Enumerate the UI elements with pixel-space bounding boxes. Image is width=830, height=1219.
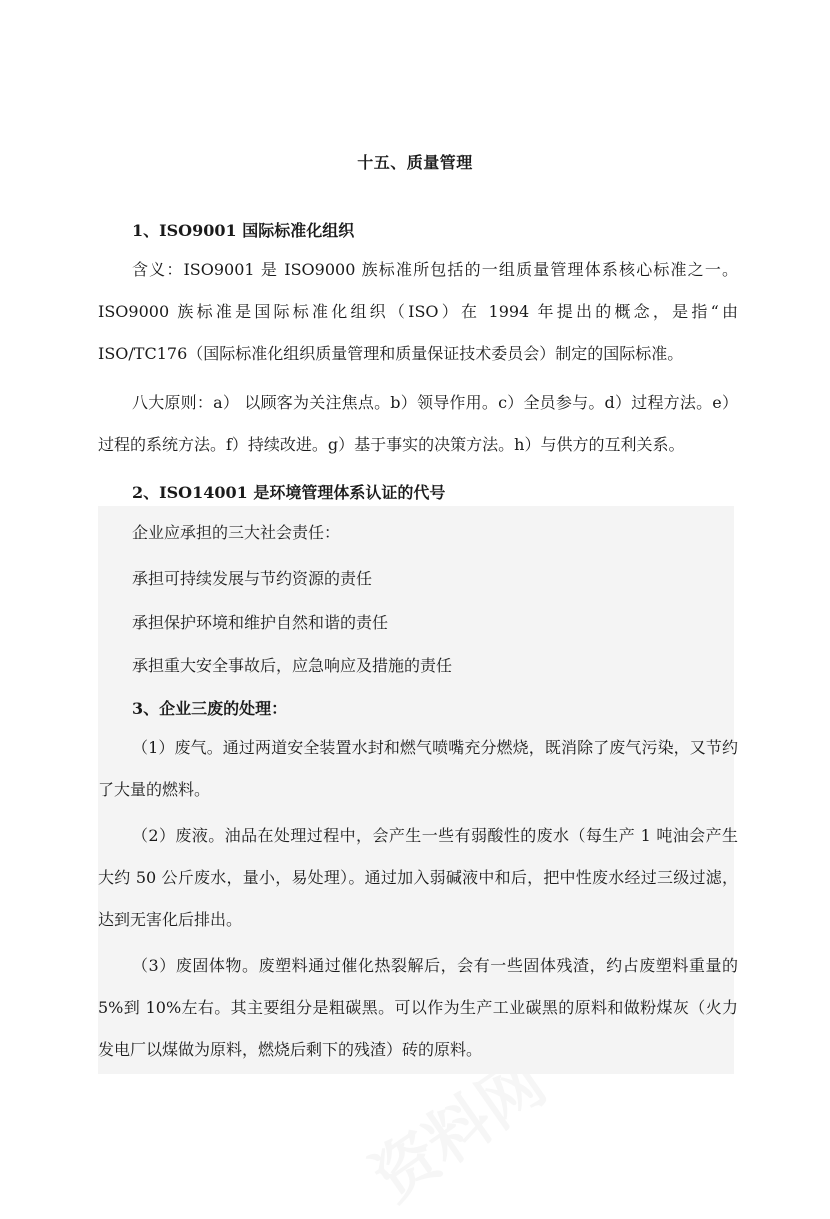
section-1-heading: 1、ISO9001 国际标准化组织 [132,221,355,240]
responsibility-item-3: 承担重大安全事故后，应急响应及措施的责任 [132,656,453,675]
responsibility-item-1: 承担可持续发展与节约资源的责任 [132,569,373,588]
page-title: 十五、质量管理 [357,153,473,172]
responsibility-item-2: 承担保护环境和维护自然和谐的责任 [132,613,389,632]
paragraph-text: （2）废液。油品在处理过程中，会产生一些有弱酸性的废水（每生产 1 吨油会产生大约 50 公斤废水，量小，易处理）。通过加入弱碱液中和后，把中性废水经过三级过滤，达到无害化后排出。 [98,826,738,929]
responsibility-intro: 企业应承担的三大社会责任： [132,523,341,542]
section-2-heading: 2、ISO14001 是环境管理体系认证的代号 [132,483,446,502]
waste-liquid-paragraph [98,815,738,941]
waste-solid-paragraph [98,945,738,1071]
section-3-heading: 3、企业三废的处理： [132,699,288,718]
paragraph-text: 含义：ISO9001 是 ISO9000 族标准所包括的一组质量管理体系核心标准之一。ISO9000 族标准是国际标准化组织（ISO）在 1994 年提出的概念，是指“由 ISO/TC176（国际标准化组织质量管理和质量保证技术委员会）制定的国际标准。 [98,260,738,363]
section-1-paragraph-2 [98,382,738,466]
waste-gas-paragraph [98,727,738,811]
paragraph-text: 八大原则：a） 以顾客为关注焦点。b）领导作用。c）全员参与。d）过程方法。e）过程的系统方法。f）持续改进。g）基于事实的决策方法。h）与供方的互利关系。 [98,393,738,454]
paragraph-text: （1）废气。通过两道安全装置水封和燃气喷嘴充分燃烧，既消除了废气污染，又节约了大量的燃料。 [98,738,738,799]
paragraph-text: （3）废固体物。废塑料通过催化热裂解后，会有一些固体残渣，约占废塑料重量的 5%到 10%左右。其主要组分是粗碳黑。可以作为生产工业碳黑的原料和做粉煤灰（火力发电厂以煤做为原料，燃烧后剩下的残渣）砖的原料。 [98,956,738,1059]
section-1-paragraph-1 [98,249,738,375]
